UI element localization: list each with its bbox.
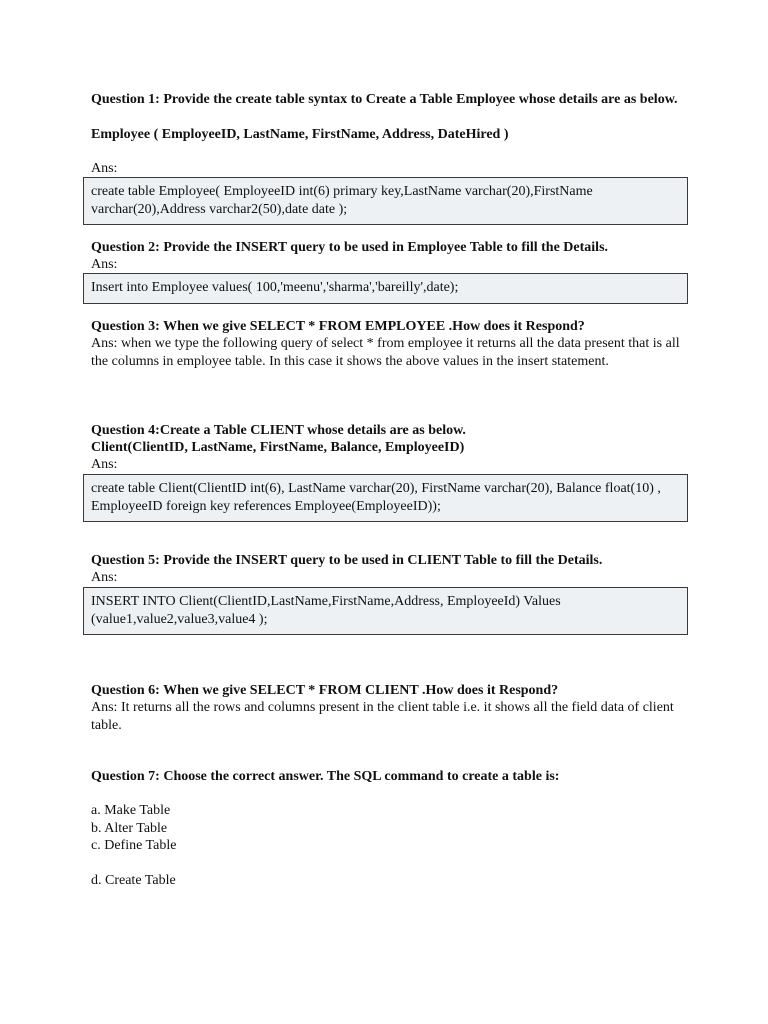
question-4-code: create table Client(ClientID int(6), LastName varchar(20), FirstName varchar(20), Balance float(10) , EmployeeID foreign key references Employee(EmployeeID)); <box>91 481 661 514</box>
question-4-code-box <box>83 474 688 522</box>
question-1-code: create table Employee( EmployeeID int(6) primary key,LastName varchar(20),FirstName varchar(20),Address varchar2(50),date date ); <box>91 184 593 217</box>
question-1-schema: Employee ( EmployeeID, LastName, FirstName, Address, DateHired ) <box>91 127 509 142</box>
question-1-code-box <box>83 177 688 225</box>
question-5-ans-label: Ans: <box>91 570 118 585</box>
question-7-title: Question 7: Choose the correct answer. The SQL command to create a table is: <box>91 769 560 784</box>
question-7-option-a: a. Make Table <box>91 803 171 818</box>
question-6-answer: Ans: It returns all the rows and columns present in the client table i.e. it shows all the field data of client table. <box>91 700 674 733</box>
question-2-ans-label: Ans: <box>91 257 118 272</box>
question-3-answer: Ans: when we type the following query of select * from employee it returns all the data present that is all the columns in employee table. In this case it shows the above values in the insert statement. <box>91 336 680 369</box>
question-7-option-d: d. Create Table <box>91 873 176 888</box>
question-4-schema: Client(ClientID, LastName, FirstName, Balance, EmployeeID) <box>91 440 465 455</box>
question-5-code-box <box>83 587 688 635</box>
question-2-code-box <box>83 273 688 304</box>
question-4-title: Question 4:Create a Table CLIENT whose details are as below. <box>91 423 466 438</box>
question-7-option-c: c. Define Table <box>91 838 177 853</box>
question-5-code: INSERT INTO Client(ClientID,LastName,FirstName,Address, EmployeeId) Values (value1,value2,value3,value4 ); <box>91 594 561 627</box>
question-3-title: Question 3: When we give SELECT * FROM EMPLOYEE .How does it Respond? <box>91 319 585 334</box>
question-1-ans-label: Ans: <box>91 161 118 176</box>
question-2-title: Question 2: Provide the INSERT query to be used in Employee Table to fill the Details. <box>91 240 609 255</box>
question-6-title: Question 6: When we give SELECT * FROM CLIENT .How does it Respond? <box>91 683 559 698</box>
question-4-ans-label: Ans: <box>91 457 118 472</box>
question-2-code: Insert into Employee values( 100,'meenu','sharma','bareilly',date); <box>91 280 459 295</box>
question-5-title: Question 5: Provide the INSERT query to be used in CLIENT Table to fill the Details. <box>91 553 603 568</box>
question-7-option-b: b. Alter Table <box>91 821 168 836</box>
question-1-title: Question 1: Provide the create table syntax to Create a Table Employee whose details are as below. <box>91 92 678 107</box>
